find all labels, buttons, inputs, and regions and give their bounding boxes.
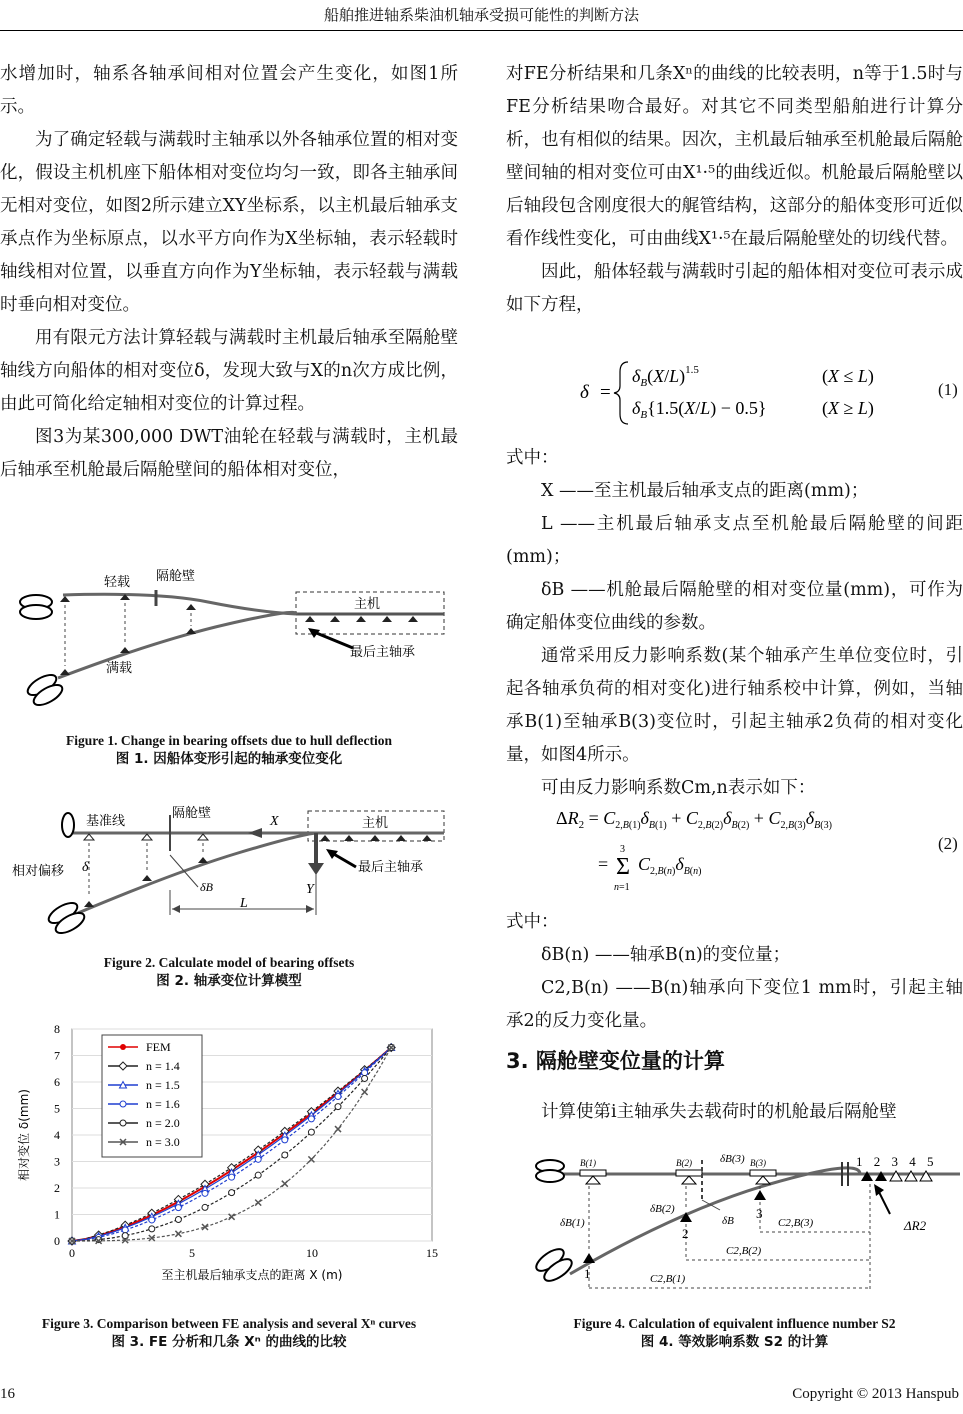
- data-point: [202, 1204, 208, 1210]
- fig2-label-rel: 相对偏移: [12, 864, 65, 879]
- fig1-label-full: 满载: [106, 661, 133, 676]
- right-paragraph-2: 因此，船体轻载与满载时引起的船体相对变位可表示成如下方程，: [506, 262, 963, 315]
- equation-2: [506, 800, 963, 900]
- data-point: [335, 1126, 341, 1132]
- fig4-b2: B(2): [676, 1158, 692, 1168]
- running-header: 船舶推进轴系柴油机轴承受损可能性的判断方法: [323, 6, 639, 24]
- fig4-d2: δB(2): [650, 1203, 675, 1215]
- svg-text:ΔR2 = C2,B(1)δB(1) + C2,B(2)δB: $\Delta R_2 = C_{2,B(1)}\delta_{B(1)} + C_{2,B(2)}\delta_{B(2)} + C_{2,B(3)}\delta_{B(3)}$: [556, 808, 832, 831]
- fig4-c1: C2,B(1): [650, 1273, 686, 1285]
- fig4-caption-zh: 图 4. 等效影响系数 S2 的计算: [640, 1334, 829, 1350]
- fig2-caption-zh: 图 2. 轴承变位计算模型: [156, 973, 302, 989]
- svg-text:δB{1.5(X/L) − 0.5}: $\delta_B\{1.5(X/L) - 0.5\}$: [632, 398, 767, 421]
- fig4-delta-r2: ΔR2: [904, 1218, 927, 1233]
- data-point: [282, 1181, 288, 1187]
- figure-2-diagram: [8, 795, 453, 945]
- x-tick-label: 10: [306, 1246, 318, 1260]
- data-point: [149, 1217, 155, 1223]
- svg-text:=: =: [598, 854, 609, 874]
- legend-marker: [120, 1120, 126, 1126]
- fig4-n2: 2: [682, 1226, 689, 1241]
- y-tick-label: 3: [54, 1154, 60, 1169]
- x-tick-label: 5: [189, 1246, 195, 1260]
- svg-text:3: 3: [620, 844, 625, 855]
- data-point: [308, 1116, 314, 1122]
- fig2-label-deltab: δB: [200, 880, 213, 894]
- svg-text:=: =: [600, 382, 611, 403]
- fig3-caption-en: Figure 3. Comparison between FE analysis and several Xⁿ curves: [41, 1316, 417, 1331]
- data-point: [229, 1174, 235, 1180]
- y-tick-label: 2: [54, 1181, 60, 1195]
- y-axis-label: 相对变位 δ(mm): [17, 1089, 31, 1181]
- data-point: [175, 1231, 181, 1237]
- data-point: [362, 1070, 368, 1076]
- y-tick-label: 7: [54, 1048, 60, 1063]
- svg-text:Σ: Σ: [616, 854, 630, 880]
- figure-1-diagram: [8, 560, 453, 720]
- data-point: [282, 1152, 288, 1158]
- fig2-label-l: L: [240, 896, 248, 911]
- where-1: 式中：: [506, 448, 559, 468]
- svg-text:(X ≤ L): (X ≤ L): [822, 366, 874, 386]
- fig4-d3: δB(3): [720, 1153, 745, 1165]
- fig4-c3: C2,B(3): [778, 1217, 814, 1229]
- data-point: [255, 1200, 261, 1206]
- data-point: [229, 1190, 235, 1196]
- def-c: C2,B(n) ——B(n)轴承向下变位1 mm时，引起主轴承2的反力变化量。: [506, 978, 963, 1031]
- def-l: L ——主机最后轴承支点至机舱最后隔舱壁的间距(mm)；: [506, 514, 963, 567]
- right-column-top: [506, 58, 963, 322]
- legend-label: n = 3.0: [146, 1135, 180, 1149]
- fig1-label-last-bearing: 最后主轴承: [350, 645, 416, 660]
- right-column-defs: [506, 906, 963, 1038]
- fig2-label-delta: δ: [82, 860, 89, 875]
- right-column-bottom: [506, 1096, 963, 1129]
- equation-1: [506, 352, 963, 432]
- data-point: [335, 1093, 341, 1099]
- right-paragraph-5: 计算使第i主轴承失去载荷时的机舱最后隔舱壁: [541, 1102, 897, 1122]
- legend-marker: [120, 1044, 126, 1050]
- data-point: [149, 1226, 155, 1232]
- left-paragraph-1: 水增加时，轴系各轴承间相对位置会产生变化，如图1所示。: [0, 64, 458, 117]
- fig2-caption-en: Figure 2. Calculate model of bearing offsets: [103, 955, 355, 970]
- legend-label: n = 1.5: [146, 1078, 180, 1092]
- fig1-label-light: 轻载: [104, 575, 131, 590]
- svg-text:C2,B(n)δB(n): $C_{2,B(n)}\delta_{B(n)}$: [638, 854, 702, 877]
- figure-4-caption: [506, 1314, 963, 1352]
- def-deltab: δB ——机舱最后隔舱壁的相对变位量(mm)，可作为确定船体变位曲线的参数。: [506, 580, 963, 633]
- left-paragraph-2: 为了确定轻载与满载时主轴承以外各轴承位置的相对变化，假设主机机座下船体相对变位均匀一致，即各主轴承间无相对变位，如图2所示建立XY坐标系，以主机最后轴承支承点作为坐标原点，以水平方向作为X坐标轴，表示轻载时轴线相对位置，以垂直方向作为Y坐标轴，表示轻载与满载时垂向相对变位。: [0, 130, 458, 315]
- fig4-db: δB: [722, 1215, 734, 1227]
- figure-3-chart: [8, 1015, 453, 1290]
- x-tick-label: 15: [426, 1246, 438, 1260]
- fig4-n3: 3: [756, 1206, 763, 1221]
- left-paragraph-4: 图3为某300,000 DWT油轮在轻载与满载时，主机最后轴承至机舱最后隔舱壁间的船体相对变位，: [0, 427, 458, 480]
- legend-label: FEM: [146, 1040, 171, 1054]
- page-number: 16: [0, 1386, 15, 1402]
- legend-label: n = 1.6: [146, 1097, 180, 1111]
- right-paragraph-4: 可由反力影响系数Cm,n表示如下：: [541, 778, 816, 798]
- fig1-caption-en: Figure 1. Change in bearing offsets due to hull deflection: [65, 733, 392, 748]
- fig1-caption-zh: 图 1. 因船体变形引起的轴承变位变化: [115, 751, 343, 767]
- svg-text:δB(X/L)1.5: $\delta_B(X/L)^{1.5}$: [632, 364, 699, 389]
- data-point: [362, 1075, 368, 1081]
- svg-text:(X ≥ L): (X ≥ L): [822, 398, 874, 418]
- right-paragraph-3: 通常采用反力影响系数(某个轴承产生单位变位时，引起各轴承负荷的相对变化)进行轴系校中计算，例如，当轴承B(1)至轴承B(3)变位时，引起主轴承2负荷的相对变化量，如图4所示。: [506, 646, 963, 765]
- copyright: Copyright © 2013 Hanspub: [792, 1386, 959, 1402]
- fig3-caption-zh: 图 3. FE 分析和几条 Xⁿ 的曲线的比较: [111, 1334, 347, 1350]
- data-point: [175, 1205, 181, 1211]
- fig4-caption-en: Figure 4. Calculation of equivalent influence number S2: [573, 1316, 896, 1331]
- eq1-number: (1): [938, 380, 958, 399]
- fig4-c2: C2,B(2): [726, 1245, 762, 1257]
- data-point: [282, 1137, 288, 1143]
- eq2-number: (2): [938, 834, 958, 853]
- legend-marker: [120, 1101, 126, 1107]
- fig4-b1: B(1): [580, 1158, 596, 1168]
- svg-text:δ: δ: [580, 382, 589, 403]
- data-point: [308, 1129, 314, 1135]
- x-axis-label: 至主机最后轴承支点的距离 X (m): [161, 1268, 343, 1282]
- fig2-label-x: X: [270, 814, 279, 829]
- y-tick-label: 6: [54, 1075, 60, 1089]
- fig1-label-engine: 主机: [354, 597, 381, 612]
- def-x: X ——至主机最后轴承支点的距离(mm)；: [541, 481, 869, 501]
- data-point: [255, 1172, 261, 1178]
- data-point: [362, 1089, 368, 1095]
- fig4-b3: B(3): [750, 1158, 766, 1168]
- fig4-bearing-numbers: 1 2 3 4 5: [856, 1154, 938, 1169]
- x-tick-label: 0: [69, 1246, 75, 1260]
- fig2-label-y: Y: [306, 882, 314, 897]
- left-column: [0, 58, 458, 487]
- legend-label: n = 2.0: [146, 1116, 180, 1130]
- data-point: [335, 1104, 341, 1110]
- fig2-label-baseline: 基准线: [86, 814, 126, 829]
- data-point: [202, 1190, 208, 1196]
- data-point: [175, 1217, 181, 1223]
- fig2-label-engine: 主机: [362, 816, 389, 831]
- y-tick-label: 8: [54, 1022, 60, 1036]
- legend-label: n = 1.4: [146, 1059, 180, 1073]
- figure-1-caption: [0, 731, 458, 769]
- data-point: [122, 1227, 128, 1233]
- section-3-heading: 3. 隔舱壁变位量的计算: [506, 1049, 725, 1073]
- header-rule: [0, 30, 963, 31]
- fig1-label-bulkhead: 隔舱壁: [156, 569, 196, 584]
- left-paragraph-3: 用有限元方法计算轻载与满载时主机最后轴承至隔舱壁轴线方向船体的相对变位δ，发现大致与X的n次方成比例，由此可简化给定轴相对变位的计算过程。: [0, 328, 458, 414]
- y-tick-label: 5: [54, 1101, 60, 1116]
- svg-text:n=1: n=1: [614, 882, 630, 893]
- y-tick-label: 1: [54, 1207, 60, 1222]
- y-tick-label: 0: [54, 1234, 60, 1248]
- y-tick-label: 4: [54, 1128, 60, 1142]
- figure-2-caption: [0, 953, 458, 991]
- figure-4-diagram: [520, 1150, 960, 1300]
- data-point: [255, 1156, 261, 1162]
- fig2-label-last: 最后主轴承: [358, 860, 424, 875]
- figure-3-caption: [0, 1314, 458, 1352]
- where-2: 式中：: [506, 912, 559, 932]
- def-deltabn: δB(n) ——轴承B(n)的变位量；: [541, 945, 791, 965]
- right-column-mid: [506, 442, 963, 805]
- fig4-d1: δB(1): [560, 1217, 585, 1229]
- fig2-label-bulkhead: 隔舱壁: [172, 806, 212, 821]
- right-paragraph-1: 对FE分析结果和几条Xⁿ的曲线的比较表明，n等于1.5时与FE分析结果吻合最好。对其它不同类型船舶进行计算分析，也有相似的结果。因次，主机最后轴承至机舱最后隔舱壁间轴的相对变位可由X¹·⁵的曲线近似。机舱最后隔舱壁以后轴段包含刚度很大的艉管结构，这部分的船体变形可近似看作线性变化，可由曲线X¹·⁵在最后隔舱壁处的切线代替。: [506, 64, 963, 249]
- fig4-n1: 1: [584, 1266, 591, 1281]
